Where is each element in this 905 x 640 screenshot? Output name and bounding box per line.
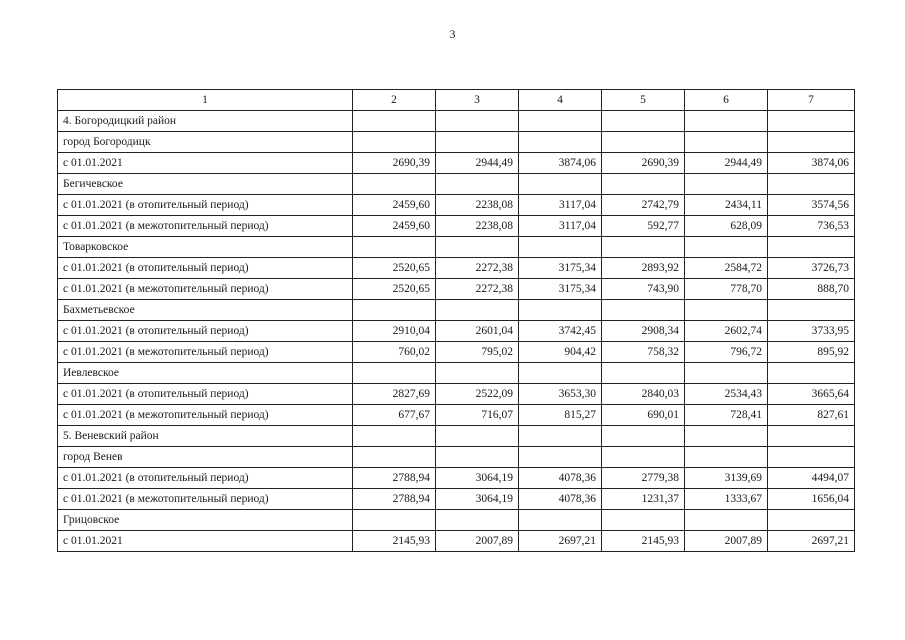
value-cell: 2944,49 — [685, 153, 768, 174]
value-cell — [436, 111, 519, 132]
value-cell: 4078,36 — [519, 489, 602, 510]
value-cell: 2840,03 — [602, 384, 685, 405]
value-cell: 3064,19 — [436, 468, 519, 489]
value-cell — [353, 174, 436, 195]
value-cell: 904,42 — [519, 342, 602, 363]
value-cell: 1231,37 — [602, 489, 685, 510]
column-header: 3 — [436, 90, 519, 111]
value-cell: 1333,67 — [685, 489, 768, 510]
value-cell — [768, 174, 855, 195]
value-cell — [436, 363, 519, 384]
value-cell: 3874,06 — [519, 153, 602, 174]
value-cell: 2690,39 — [353, 153, 436, 174]
table-row — [58, 132, 855, 153]
value-cell: 2690,39 — [602, 153, 685, 174]
row-label: с 01.01.2021 (в межотопительный период) — [58, 489, 353, 510]
value-cell: 3117,04 — [519, 195, 602, 216]
value-cell — [353, 237, 436, 258]
value-cell — [519, 237, 602, 258]
value-cell — [768, 363, 855, 384]
value-cell — [436, 300, 519, 321]
row-label: Бахметьевское — [58, 300, 353, 321]
value-cell — [685, 300, 768, 321]
value-cell — [768, 426, 855, 447]
value-cell: 2910,04 — [353, 321, 436, 342]
value-cell: 895,92 — [768, 342, 855, 363]
value-cell — [436, 174, 519, 195]
table-row — [58, 216, 855, 237]
column-header: 4 — [519, 90, 602, 111]
value-cell: 3653,30 — [519, 384, 602, 405]
value-cell: 690,01 — [602, 405, 685, 426]
value-cell: 4494,07 — [768, 468, 855, 489]
value-cell: 815,27 — [519, 405, 602, 426]
value-cell: 2697,21 — [768, 531, 855, 552]
value-cell: 2944,49 — [436, 153, 519, 174]
table-row — [58, 258, 855, 279]
row-label: с 01.01.2021 (в отопительный период) — [58, 195, 353, 216]
table-row — [58, 153, 855, 174]
table-row — [58, 447, 855, 468]
value-cell — [602, 510, 685, 531]
value-cell: 795,02 — [436, 342, 519, 363]
value-cell: 1656,04 — [768, 489, 855, 510]
value-cell — [436, 237, 519, 258]
value-cell — [602, 132, 685, 153]
value-cell: 2827,69 — [353, 384, 436, 405]
value-cell — [436, 426, 519, 447]
value-cell: 778,70 — [685, 279, 768, 300]
value-cell: 3175,34 — [519, 279, 602, 300]
value-cell: 2522,09 — [436, 384, 519, 405]
row-label: Иевлевское — [58, 363, 353, 384]
value-cell: 3117,04 — [519, 216, 602, 237]
value-cell: 677,67 — [353, 405, 436, 426]
value-cell — [353, 426, 436, 447]
value-cell — [768, 300, 855, 321]
row-label: с 01.01.2021 (в межотопительный период) — [58, 405, 353, 426]
value-cell: 2459,60 — [353, 195, 436, 216]
value-cell: 3574,56 — [768, 195, 855, 216]
table-row — [58, 384, 855, 405]
value-cell — [685, 363, 768, 384]
value-cell — [519, 426, 602, 447]
value-cell: 2779,38 — [602, 468, 685, 489]
table-row — [58, 300, 855, 321]
row-label: Товарковское — [58, 237, 353, 258]
table-row — [58, 237, 855, 258]
table-body — [58, 111, 855, 552]
table-row — [58, 405, 855, 426]
value-cell — [685, 237, 768, 258]
column-header: 2 — [353, 90, 436, 111]
value-cell — [436, 132, 519, 153]
value-cell — [685, 132, 768, 153]
value-cell: 3064,19 — [436, 489, 519, 510]
row-label: с 01.01.2021 (в отопительный период) — [58, 468, 353, 489]
table-row — [58, 342, 855, 363]
value-cell: 2238,08 — [436, 216, 519, 237]
row-label: Грицовское — [58, 510, 353, 531]
value-cell: 2602,74 — [685, 321, 768, 342]
value-cell — [436, 447, 519, 468]
value-cell: 2908,34 — [602, 321, 685, 342]
value-cell: 2788,94 — [353, 468, 436, 489]
value-cell — [768, 111, 855, 132]
value-cell: 2584,72 — [685, 258, 768, 279]
value-cell: 758,32 — [602, 342, 685, 363]
value-cell: 2601,04 — [436, 321, 519, 342]
value-cell: 2459,60 — [353, 216, 436, 237]
value-cell: 716,07 — [436, 405, 519, 426]
value-cell — [353, 111, 436, 132]
value-cell: 760,02 — [353, 342, 436, 363]
table-row — [58, 111, 855, 132]
column-header: 7 — [768, 90, 855, 111]
value-cell: 2145,93 — [353, 531, 436, 552]
value-cell — [768, 510, 855, 531]
page-number: 3 — [449, 27, 456, 41]
value-cell: 3733,95 — [768, 321, 855, 342]
value-cell — [519, 510, 602, 531]
value-cell — [768, 447, 855, 468]
value-cell — [519, 300, 602, 321]
value-cell: 796,72 — [685, 342, 768, 363]
value-cell — [685, 426, 768, 447]
value-cell — [602, 447, 685, 468]
row-label: с 01.01.2021 (в межотопительный период) — [58, 216, 353, 237]
value-cell: 592,77 — [602, 216, 685, 237]
value-cell — [602, 237, 685, 258]
value-cell — [602, 426, 685, 447]
value-cell — [768, 132, 855, 153]
value-cell: 736,53 — [768, 216, 855, 237]
value-cell — [519, 132, 602, 153]
row-label: 5. Веневский район — [58, 426, 353, 447]
value-cell — [353, 300, 436, 321]
row-label: с 01.01.2021 — [58, 153, 353, 174]
value-cell — [602, 174, 685, 195]
table-row — [58, 174, 855, 195]
value-cell — [519, 111, 602, 132]
value-cell: 4078,36 — [519, 468, 602, 489]
table-header-row — [58, 90, 855, 111]
value-cell — [519, 447, 602, 468]
value-cell: 2272,38 — [436, 279, 519, 300]
table-row — [58, 489, 855, 510]
value-cell — [353, 363, 436, 384]
value-cell: 2534,43 — [685, 384, 768, 405]
value-cell: 2788,94 — [353, 489, 436, 510]
value-cell — [602, 111, 685, 132]
value-cell: 2434,11 — [685, 195, 768, 216]
column-header: 5 — [602, 90, 685, 111]
column-header: 1 — [58, 90, 353, 111]
table-row — [58, 510, 855, 531]
table-row — [58, 195, 855, 216]
value-cell: 3726,73 — [768, 258, 855, 279]
value-cell — [353, 510, 436, 531]
value-cell: 2007,89 — [436, 531, 519, 552]
value-cell: 888,70 — [768, 279, 855, 300]
value-cell: 728,41 — [685, 405, 768, 426]
value-cell — [602, 300, 685, 321]
value-cell: 628,09 — [685, 216, 768, 237]
row-label: с 01.01.2021 — [58, 531, 353, 552]
value-cell: 3139,69 — [685, 468, 768, 489]
value-cell: 3665,64 — [768, 384, 855, 405]
value-cell: 3175,34 — [519, 258, 602, 279]
row-label: с 01.01.2021 (в отопительный период) — [58, 384, 353, 405]
value-cell: 2742,79 — [602, 195, 685, 216]
row-label: город Богородицк — [58, 132, 353, 153]
value-cell — [436, 510, 519, 531]
value-cell — [353, 132, 436, 153]
row-label: 4. Богородицкий район — [58, 111, 353, 132]
value-cell: 827,61 — [768, 405, 855, 426]
value-cell — [685, 447, 768, 468]
table-row — [58, 531, 855, 552]
value-cell: 3874,06 — [768, 153, 855, 174]
table-row — [58, 279, 855, 300]
value-cell: 2697,21 — [519, 531, 602, 552]
value-cell — [685, 111, 768, 132]
value-cell — [602, 363, 685, 384]
value-cell: 2238,08 — [436, 195, 519, 216]
value-cell — [519, 174, 602, 195]
row-label: с 01.01.2021 (в межотопительный период) — [58, 279, 353, 300]
value-cell: 3742,45 — [519, 321, 602, 342]
value-cell — [685, 510, 768, 531]
value-cell: 2007,89 — [685, 531, 768, 552]
table-row — [58, 363, 855, 384]
column-header: 6 — [685, 90, 768, 111]
value-cell: 2272,38 — [436, 258, 519, 279]
table-row — [58, 426, 855, 447]
value-cell — [519, 363, 602, 384]
value-cell — [768, 237, 855, 258]
value-cell: 2520,65 — [353, 258, 436, 279]
table-row — [58, 468, 855, 489]
value-cell — [685, 174, 768, 195]
value-cell — [353, 447, 436, 468]
value-cell: 2520,65 — [353, 279, 436, 300]
row-label: с 01.01.2021 (в межотопительный период) — [58, 342, 353, 363]
tariff-table — [57, 89, 855, 552]
value-cell: 2145,93 — [602, 531, 685, 552]
row-label: Бегичевское — [58, 174, 353, 195]
value-cell: 743,90 — [602, 279, 685, 300]
row-label: с 01.01.2021 (в отопительный период) — [58, 321, 353, 342]
row-label: город Венев — [58, 447, 353, 468]
table-row — [58, 321, 855, 342]
row-label: с 01.01.2021 (в отопительный период) — [58, 258, 353, 279]
value-cell: 2893,92 — [602, 258, 685, 279]
